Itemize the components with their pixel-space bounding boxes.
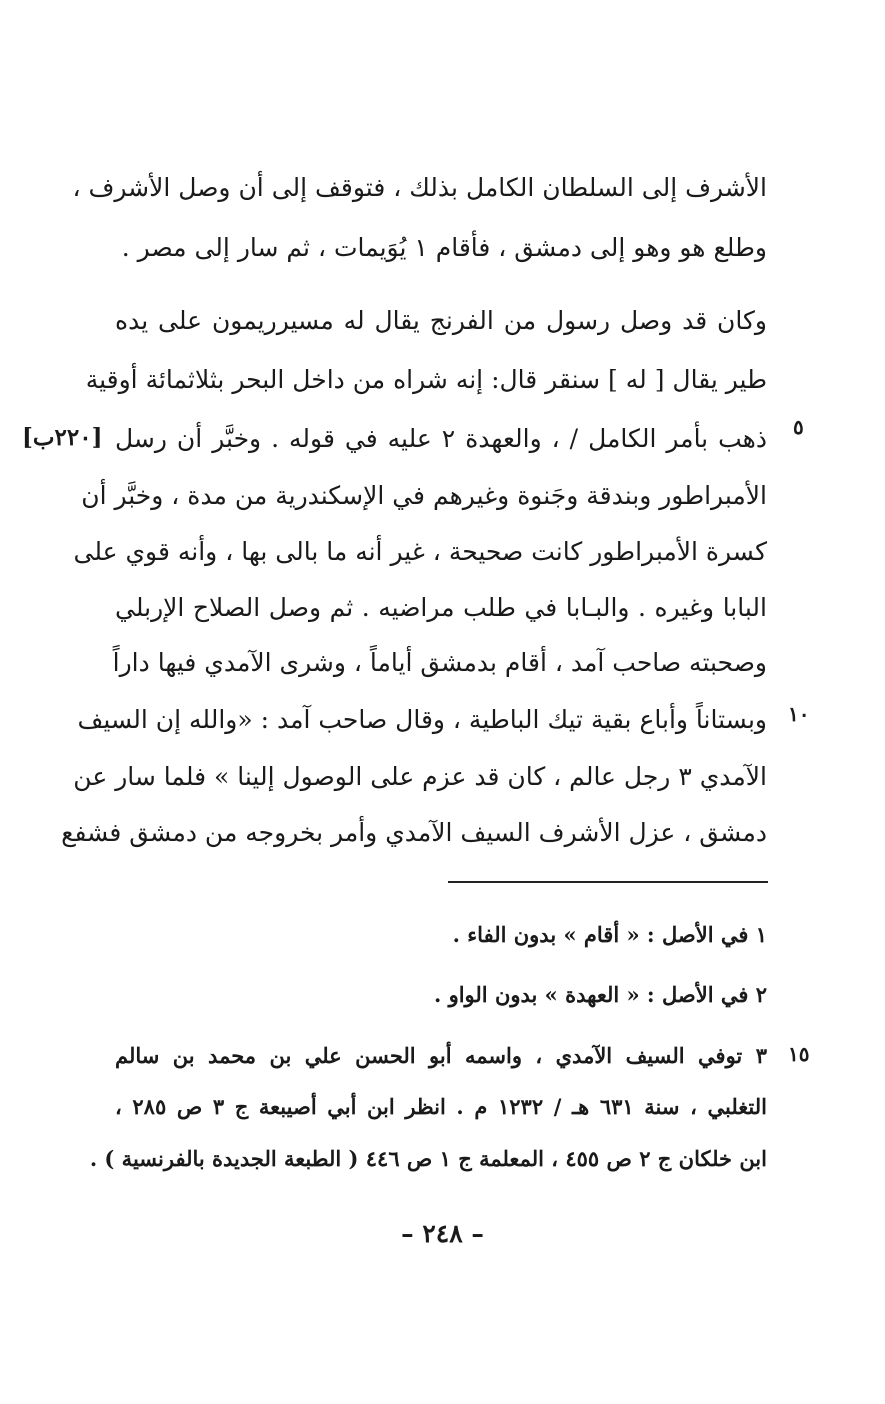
line-number-5: ٥ [793,415,804,439]
text-line: الأمبراطور وبندقة وجَنوة وغيرهم في الإسكندرية من مدة ، وخبَّر أن [81,481,767,510]
footnote-continued: التغلبي ، سنة ٦٣١ هـ / ١٢٣٢ م . انظر ابن أبي أصيبعة ج ٣ ص ٢٨٥ ، [115,1094,767,1119]
line-number-10: ١٠ [788,702,810,726]
text-line: وكان قد وصل رسول من الفرنج يقال له مسيرريمون على يده [115,306,767,335]
line-number-15: ١٥ [788,1042,810,1066]
text-line: وصحبته صاحب آمد ، أقام بدمشق أياماً ، وشرى الآمدي فيها داراً [112,648,767,677]
text-line: البابا وغيره . والبـابا في طلب مراضيه . ثم وصل الصلاح الإربلي [115,593,767,622]
text-line: كسرة الأمبراطور كانت صحيحة ، غير أنه ما بالى بها ، وأنه قوي على [73,537,767,566]
text-line: دمشق ، عزل الأشرف السيف الآمدي وأمر بخروجه من دمشق فشفع [61,818,767,847]
footnote-continued: ابن خلكان ج ٢ ص ٤٥٥ ، المعلمة ج ١ ص ٤٤٦ ( الطبعة الجديدة بالفرنسية ) . [89,1146,767,1171]
page-number: – ٢٤٨ – [401,1219,484,1248]
footnote-divider [448,881,768,883]
text-line: الأشرف إلى السلطان الكامل بذلك ، فتوقف إلى أن وصل الأشرف ، [72,173,767,202]
text-line: طير يقال [ له ] سنقر قال: إنه شراه من داخل البحر بثلاثمائة أوقية [85,365,767,394]
text-line: الآمدي ٣ رجل عالم ، كان قد عزم على الوصول إلينا » فلما سار عن [73,762,767,791]
footnote: ٢ في الأصل : « العهدة » بدون الواو . [433,982,767,1007]
footnote: ٣ توفي السيف الآمدي ، واسمه أبو الحسن علي بن محمد بن سالم [115,1043,767,1068]
text-line: وطلع هو وهو إلى دمشق ، فأقام ١ يُوَيمات ، ثم سار إلى مصر . [121,233,767,262]
folio-marker: [٢٢٠ب] [22,424,103,451]
text-line: وبستاناً وأباع بقية تيك الباطية ، وقال صاحب آمد : «والله إن السيف [77,705,767,734]
text-line: ذهب بأمر الكامل / ، والعهدة ٢ عليه في قوله . وخبَّر أن رسل [115,424,767,453]
footnote: ١ في الأصل : « أقام » بدون الفاء . [452,922,767,947]
